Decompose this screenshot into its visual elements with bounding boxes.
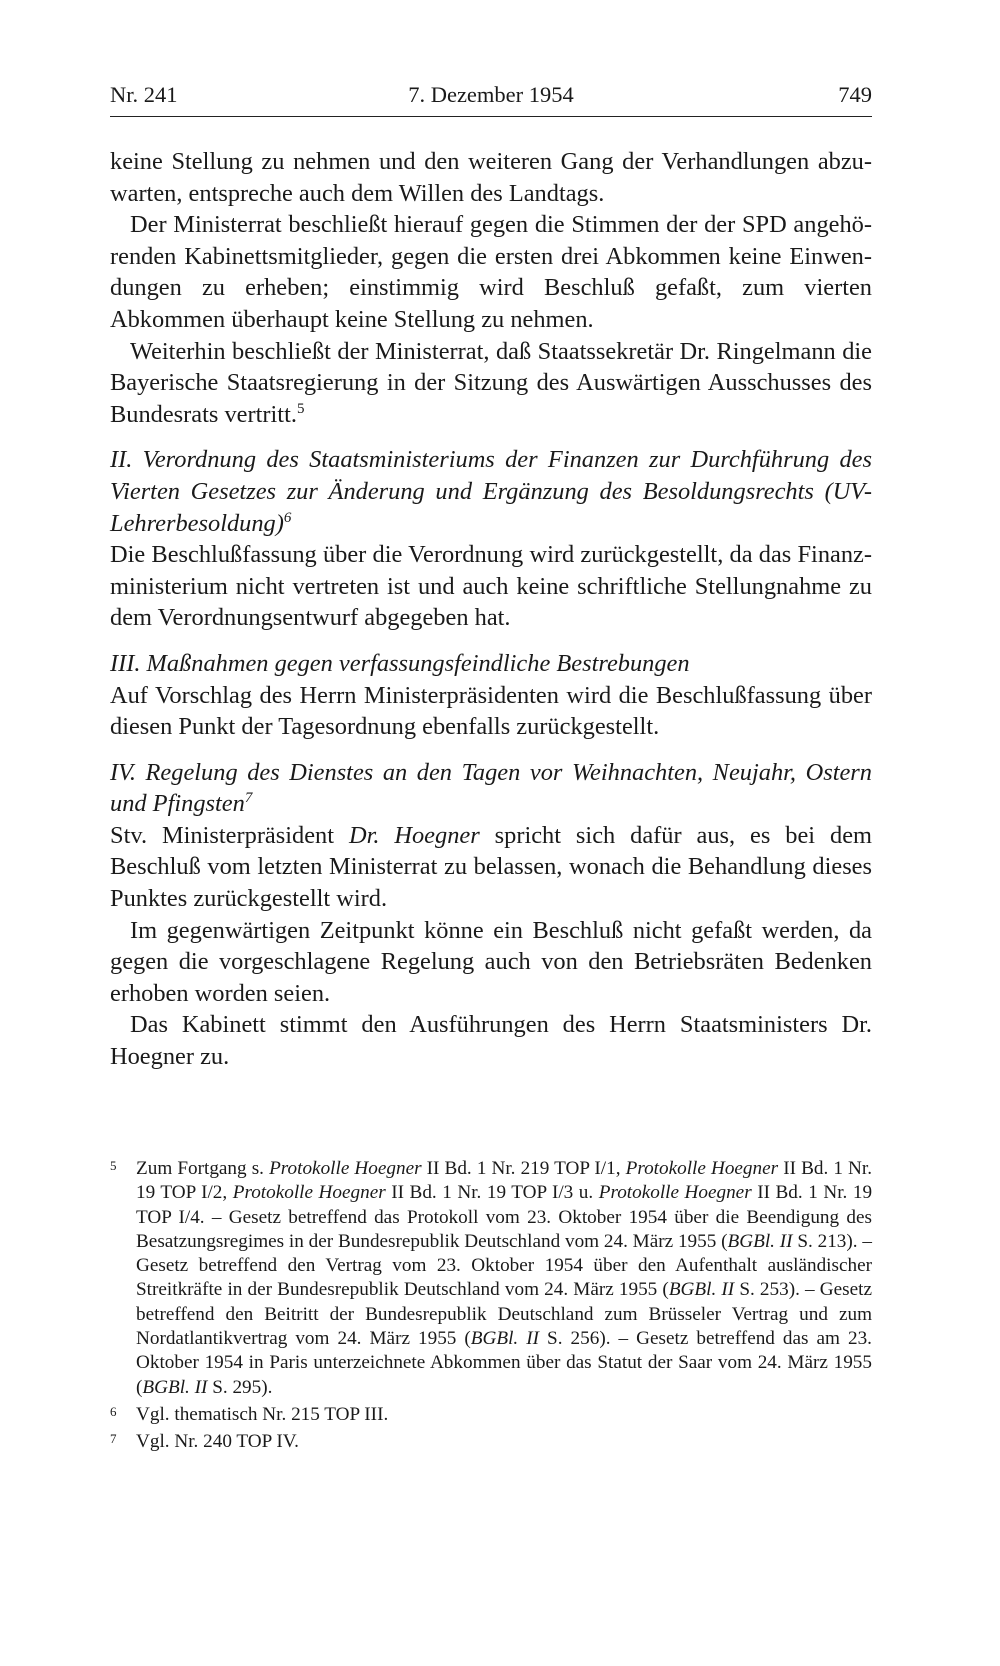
paragraph-text: Das Kabinett stimmt den Ausführungen des Herrn Staatsministers Dr. Hoegner zu. — [110, 1011, 872, 1071]
paragraph — [110, 336, 872, 431]
paragraph-text: Im gegenwärtigen Zeitpunkt könne ein Beschluß nicht gefaßt werden, da gegen die vorgeschlagene Regelung auch von den Betriebsräten Bedenken erhoben worden seien. — [110, 916, 872, 1007]
footnote-text: S. 213). – Gesetz betreffend den Vertrag vom 23. Oktober 1954 über den Aufenthalt ausländischer Streitkräfte in der Bundesrepublik Deutschland vom 24. März 1955 ( — [136, 1230, 872, 1301]
paragraph — [110, 820, 872, 915]
header-rule — [110, 116, 872, 117]
footnote-number: 7 — [110, 1431, 117, 1447]
footnote-number: 5 — [110, 1158, 117, 1173]
footnote-text: Zum Fortgang s. — [136, 1158, 270, 1179]
section-heading-ii — [110, 444, 872, 539]
footnote-6 — [110, 1403, 872, 1427]
paragraph-text: Der Ministerrat beschließt hierauf gegen die Stimmen der der SPD angehörenden Kabinettsmitglieder, gegen die ersten drei Abkommen keine Einwendungen zu erheben; einstimmig wird Beschluß gefaßt, zum vierten Abkommen überhaupt keine Stellung zu nehmen. — [110, 211, 872, 333]
paragraph-text: Stv. Ministerpräsident — [110, 821, 349, 849]
heading-text: IV. Regelung des Dienstes an den Tagen vor Weihnachten, Neujahr, Ostern und Pfingsten — [110, 758, 872, 818]
citation-title: Protokolle Hoegner — [269, 1158, 422, 1179]
footnote-5 — [110, 1157, 872, 1400]
paragraph-text: Auf Vorschlag des Herrn Ministerpräsidenten wird die Beschlußfassung über diesen Punkt der Tagesordnung ebenfalls zurückgestellt. — [110, 681, 872, 741]
footnote-number: 6 — [110, 1403, 117, 1419]
paragraph — [110, 209, 872, 335]
page-number: 749 — [838, 82, 872, 107]
footnote-text: II Bd. 1 Nr. 19 TOP I/2, — [136, 1158, 873, 1204]
paragraph-text: Weiterhin beschließt der Ministerrat, daß Staatssekretär Dr. Ringelmann die Bayerische Staatsregierung in der Sitzung des Auswärtigen Ausschusses des Bundesrats vertritt. — [110, 337, 872, 428]
speaker-name: Dr. Hoegner — [348, 821, 480, 849]
paragraph — [110, 1009, 872, 1072]
footnote-text: S. 253). – Gesetz betreffend den Beitritt der Bundesrepublik Deutschland zum Brüsseler Vertrag und zum Nordatlantikvertrag vom 24. März 1955 ( — [136, 1279, 872, 1350]
citation-title: BGBl. II — [142, 1376, 208, 1398]
footnotes — [110, 1157, 872, 1455]
main-text — [110, 146, 872, 1073]
footnote-text: S. 295). — [207, 1376, 273, 1398]
heading-text: II. Verordnung des Staatsministeriums der Finanzen zur Durchführung des Vierten Gesetzes zur Änderung und Ergänzung des Besoldungsrechts (UV-Lehrerbesoldung) — [110, 446, 872, 537]
paragraph — [110, 539, 872, 634]
section-heading-iv — [110, 757, 872, 820]
footnote-ref: 6 — [283, 509, 292, 526]
paragraph-text: keine Stellung zu nehmen und den weiteren Gang der Verhandlungen abzuwarten, entspreche auch dem Willen des Landtags. — [110, 148, 872, 207]
running-header — [110, 82, 872, 122]
citation-title: Protokolle Hoegner — [625, 1158, 779, 1179]
citation-title: Protokolle Hoegner — [598, 1182, 752, 1204]
footnote-text: Vgl. Nr. 240 TOP IV. — [136, 1431, 299, 1453]
heading-text: III. Maßnahmen gegen verfassungsfeindliche Bestrebungen — [110, 649, 690, 677]
footnote-ref: 7 — [244, 790, 253, 807]
footnote-text: II Bd. 1 Nr. 19 TOP I/3 u. — [385, 1182, 599, 1204]
footnote-text: S. 256). – Gesetz betreffend das am 23. Oktober 1954 in Paris unterzeichnete Abkommen über das Statut der Saar vom 24. März 1955 ( — [136, 1328, 872, 1398]
footnote-ref: 5 — [296, 400, 305, 417]
citation-title: BGBl. II — [668, 1279, 735, 1301]
footnote-text: II Bd. 1 Nr. 19 TOP I/4. – Gesetz betreffend das Protokoll vom 23. Oktober 1954 über die Beendigung des Besatzungsregimes in der Bundesrepublik Deutschland vom 24. März 1955 ( — [136, 1182, 873, 1252]
footnote-text: II Bd. 1 Nr. 219 TOP I/1, — [421, 1158, 626, 1179]
footnote-text: Vgl. thematisch Nr. 215 TOP III. — [136, 1403, 389, 1425]
paragraph — [110, 680, 872, 743]
paragraph-text: spricht sich dafür aus, es bei dem Beschluß vom letzten Ministerrat zu belassen, wonach die Behandlung dieses Punktes zurückgestellt wird. — [110, 821, 872, 913]
document-number: Nr. 241 — [110, 82, 178, 107]
section-heading-iii — [110, 648, 872, 680]
citation-title: BGBl. II — [470, 1328, 540, 1350]
header-date: 7. Dezember 1954 — [408, 82, 574, 107]
paragraph — [110, 146, 872, 209]
citation-title: Protokolle Hoegner — [232, 1182, 386, 1204]
paragraph — [110, 915, 872, 1010]
paragraph-text: Die Beschlußfassung über die Verordnung wird zurückgestellt, da das Finanzministerium nicht vertreten ist und auch keine schriftliche Stellungnahme zu dem Verordnungsentwurf abgegeben hat. — [110, 541, 872, 632]
footnote-7 — [110, 1430, 872, 1454]
citation-title: BGBl. II — [727, 1230, 793, 1252]
